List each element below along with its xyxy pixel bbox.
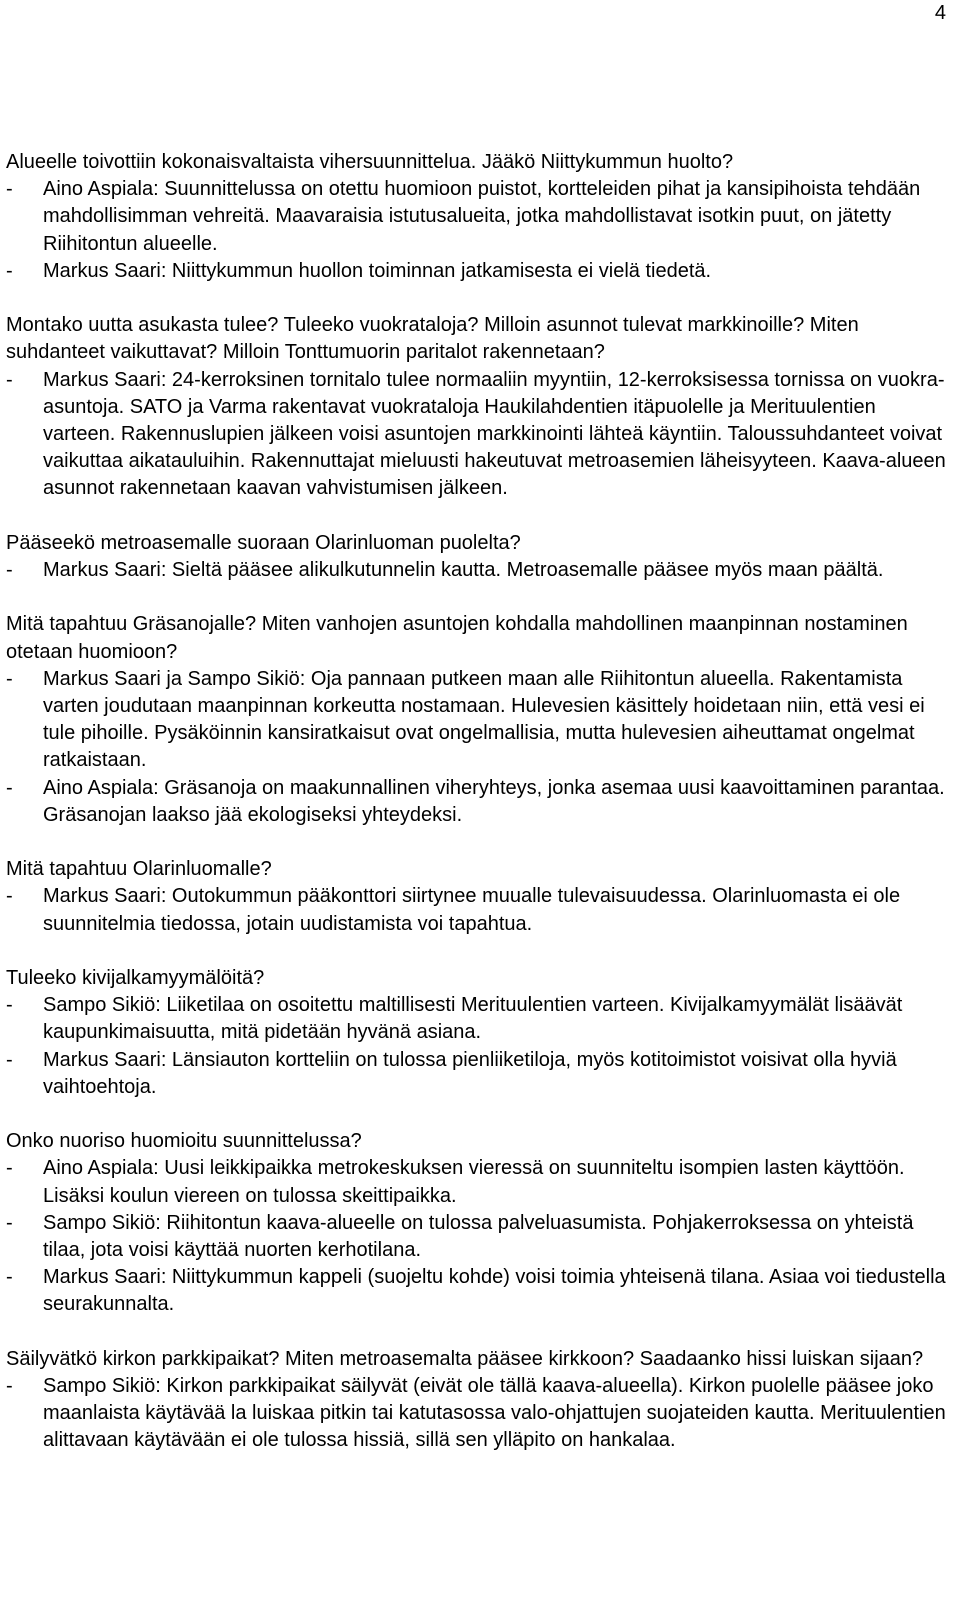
- question-text: Pääseekö metroasemalle suoraan Olarinluoman puolelta?: [6, 531, 521, 554]
- answer-text: Aino Aspiala: Uusi leikkipaikka metrokeskuksen vieressä on suunniteltu isompien lasten käyttöön. Lisäksi koulun viereen on tulossa skeittipaikka.: [43, 1157, 905, 1207]
- bullet-dash: -: [6, 259, 13, 282]
- bullet-dash: -: [6, 1266, 13, 1289]
- answer-text: Markus Saari: Länsiauton kortteliin on tulossa pienliiketiloja, myös kotitoimistot voisivat olla hyviä vaihtoehtoja.: [43, 1048, 897, 1098]
- answer-item: [6, 176, 946, 258]
- qa-section: [6, 965, 946, 1101]
- answer-item: [6, 1264, 946, 1318]
- question-text: Onko nuoriso huomioitu suunnittelussa?: [6, 1130, 362, 1153]
- answer-text: Sampo Sikiö: Kirkon parkkipaikat säilyvät (eivät ole tällä kaava-alueella). Kirkon puolelle pääsee joko maanlaista käytävää la luiskaa pitkin tai katutasossa valo-ohjattujen suojateiden kautta. Merituulentien alittavaan käytävään ei ole tulossa hissiä, sillä sen ylläpito on hankalaa.: [43, 1375, 946, 1452]
- bullet-dash: -: [6, 776, 13, 799]
- question-text: Mitä tapahtuu Gräsanojalle? Miten vanhojen asuntojen kohdalla mahdollinen maanpinnan nostaminen otetaan huomioon?: [6, 613, 908, 663]
- answer-item: [6, 1373, 946, 1455]
- question-text: Mitä tapahtuu Olarinluomalle?: [6, 858, 272, 881]
- question-text: Alueelle toivottiin kokonaisvaltaista vihersuunnittelua. Jääkö Niittykummun huolto?: [6, 151, 734, 173]
- answer-text: Markus Saari: 24-kerroksinen tornitalo tulee normaaliin myyntiin, 12-kerroksisessa tornissa on vuokra-asuntoja. SATO ja Varma rakentavat vuokrataloja Haukilahdentien itäpuolelle ja Merituulentien varteen. Rakennuslupien jälkeen voisi asuntojen markkinointi lähteä käyntiin. Taloussuhdanteet voivat vaikuttaa aikatauluihin. Rakennuttajat mieluusti hakeutuvat metroasemien läheisyyteen. Kaava-alueen asunnot rakennetaan kaavan vahvistumisen jälkeen.: [43, 368, 946, 500]
- answer-item: [6, 1210, 946, 1264]
- answer-text: Aino Aspiala: Gräsanoja on maakunnallinen viheryhteys, jonka asemaa uusi kaavoittaminen parantaa. Gräsanojan laakso jää ekologiseksi yhteydeksi.: [43, 776, 945, 826]
- qa-section: [6, 1128, 946, 1318]
- answer-item: [6, 557, 946, 584]
- qa-section: [6, 856, 946, 938]
- document-body: [6, 149, 946, 1455]
- bullet-dash: -: [6, 368, 13, 391]
- question-text: Montako uutta asukasta tulee? Tuleeko vuokrataloja? Milloin asunnot tulevat markkinoille? Miten suhdanteet vaikuttavat? Milloin Tonttumuorin paritalot rakennetaan?: [6, 314, 859, 364]
- qa-section: [6, 530, 946, 584]
- qa-section: [6, 312, 946, 502]
- qa-section: [6, 149, 946, 285]
- bullet-dash: -: [6, 994, 13, 1017]
- answer-text: Markus Saari: Niittykummun huollon toiminnan jatkamisesta ei vielä tiedetä.: [43, 259, 712, 282]
- answer-item: [6, 666, 946, 775]
- bullet-dash: -: [6, 885, 13, 908]
- bullet-dash: -: [6, 1048, 13, 1071]
- bullet-dash: -: [6, 667, 13, 690]
- answer-text: Aino Aspiala: Suunnittelussa on otettu huomioon puistot, kortteleiden pihat ja kansipihoista tehdään mahdollisimman vehreitä. Maavaraisia istutusalueita, jotka mahdollistavat isotkin puut, on jätetty Riihitontun alueelle.: [43, 178, 921, 255]
- answer-item: [6, 992, 946, 1046]
- answer-text: Sampo Sikiö: Riihitontun kaava-alueelle on tulossa palveluasumista. Pohjakerroksessa on yhteistä tilaa, jota voisi käyttää nuorten kerhotilana.: [43, 1211, 914, 1262]
- answer-item: [6, 883, 946, 937]
- answer-text: Sampo Sikiö: Liiketilaa on osoitettu maltillisesti Merituulentien varteen. Kivijalkamyymälät lisäävät kaupunkimaisuutta, mitä pidetään hyvänä asiana.: [43, 994, 903, 1044]
- answer-text: Markus Saari ja Sampo Sikiö: Oja pannaan putkeen maan alle Riihitontun alueella. Rakentamista varten joudutaan maanpinnan korkeutta nostamaan. Hulevesien käsittely hoidetaan niin, että vesi ei tule pihoille. Pysäköinnin kansiratkaisut ovat ongelmallisia, mutta hulevesien aiheuttamat ongelmat ratkaistaan.: [43, 667, 925, 772]
- bullet-dash: -: [6, 1211, 13, 1234]
- answer-item: [6, 1155, 946, 1209]
- answer-text: Markus Saari: Sieltä pääsee alikulkutunnelin kautta. Metroasemalle pääsee myös maan päältä.: [43, 559, 884, 582]
- bullet-dash: -: [6, 559, 13, 582]
- qa-section: [6, 611, 946, 829]
- answer-item: [6, 775, 946, 829]
- answer-text: Markus Saari: Niittykummun kappeli (suojeltu kohde) voisi toimia yhteisenä tilana. Asiaa voi tiedustella seurakunnalta.: [43, 1266, 946, 1316]
- question-text: Tuleeko kivijalkamyymälöitä?: [6, 967, 265, 990]
- question-text: Säilyvätkö kirkon parkkipaikat? Miten metroasemalta pääsee kirkkoon? Saadaanko hissi luiskan sijaan?: [6, 1347, 924, 1370]
- answer-item: [6, 367, 946, 503]
- page-number: 4: [934, 2, 946, 24]
- answer-item: [6, 258, 946, 285]
- bullet-dash: -: [6, 1375, 13, 1398]
- qa-section: [6, 1346, 946, 1455]
- bullet-dash: -: [6, 178, 13, 201]
- answer-text: Markus Saari: Outokummun pääkonttori siirtynee muualle tulevaisuudessa. Olarinluomasta ei ole suunnitelmia tiedossa, jotain uudistamista voi tapahtua.: [43, 885, 901, 935]
- answer-item: [6, 1047, 946, 1101]
- bullet-dash: -: [6, 1157, 13, 1180]
